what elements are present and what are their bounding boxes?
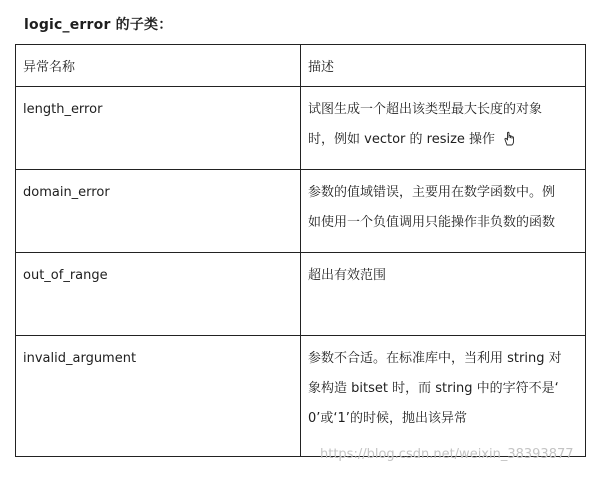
logic-error-subclasses-table xyxy=(15,44,586,457)
description-line: 参数不合适。在标准库中，当利用 string 对 xyxy=(308,351,562,366)
description-line: 象构造 bitset 时，而 string 中的字符不是‘ xyxy=(308,381,559,396)
description-cell xyxy=(301,87,586,170)
watermark: https://blog.csdn.net/weixin_38393877 xyxy=(320,447,574,462)
description-line-text: 时，例如 vector 的 resize 操作 xyxy=(308,132,496,147)
table-row xyxy=(16,170,586,253)
header-description: 描述 xyxy=(301,45,586,87)
exception-name-cell: domain_error xyxy=(16,170,301,253)
table-header-row xyxy=(16,45,586,87)
exception-name-cell: length_error xyxy=(16,87,301,170)
hand-pointer-icon xyxy=(501,129,519,147)
description-line: 参数的值域错误，主要用在数学函数中。例 xyxy=(308,185,556,200)
section-heading: logic_error 的子类： xyxy=(24,17,173,33)
description-line: 0’或‘1’的时候，抛出该异常 xyxy=(308,411,467,426)
header-exception-name: 异常名称 xyxy=(16,45,301,87)
exception-name-cell: invalid_argument xyxy=(16,336,301,457)
description-cell xyxy=(301,170,586,253)
table-row xyxy=(16,336,586,457)
description-cell xyxy=(301,336,586,457)
description-line: 试图生成一个超出该类型最大长度的对象 xyxy=(308,102,543,117)
description-line: 超出有效范围 xyxy=(308,268,387,283)
table-row xyxy=(16,253,586,336)
description-cell xyxy=(301,253,586,336)
description-line: 如使用一个负值调用只能操作非负数的函数 xyxy=(308,215,556,230)
description-line xyxy=(308,125,579,155)
table-row xyxy=(16,87,586,170)
exception-name-cell: out_of_range xyxy=(16,253,301,336)
